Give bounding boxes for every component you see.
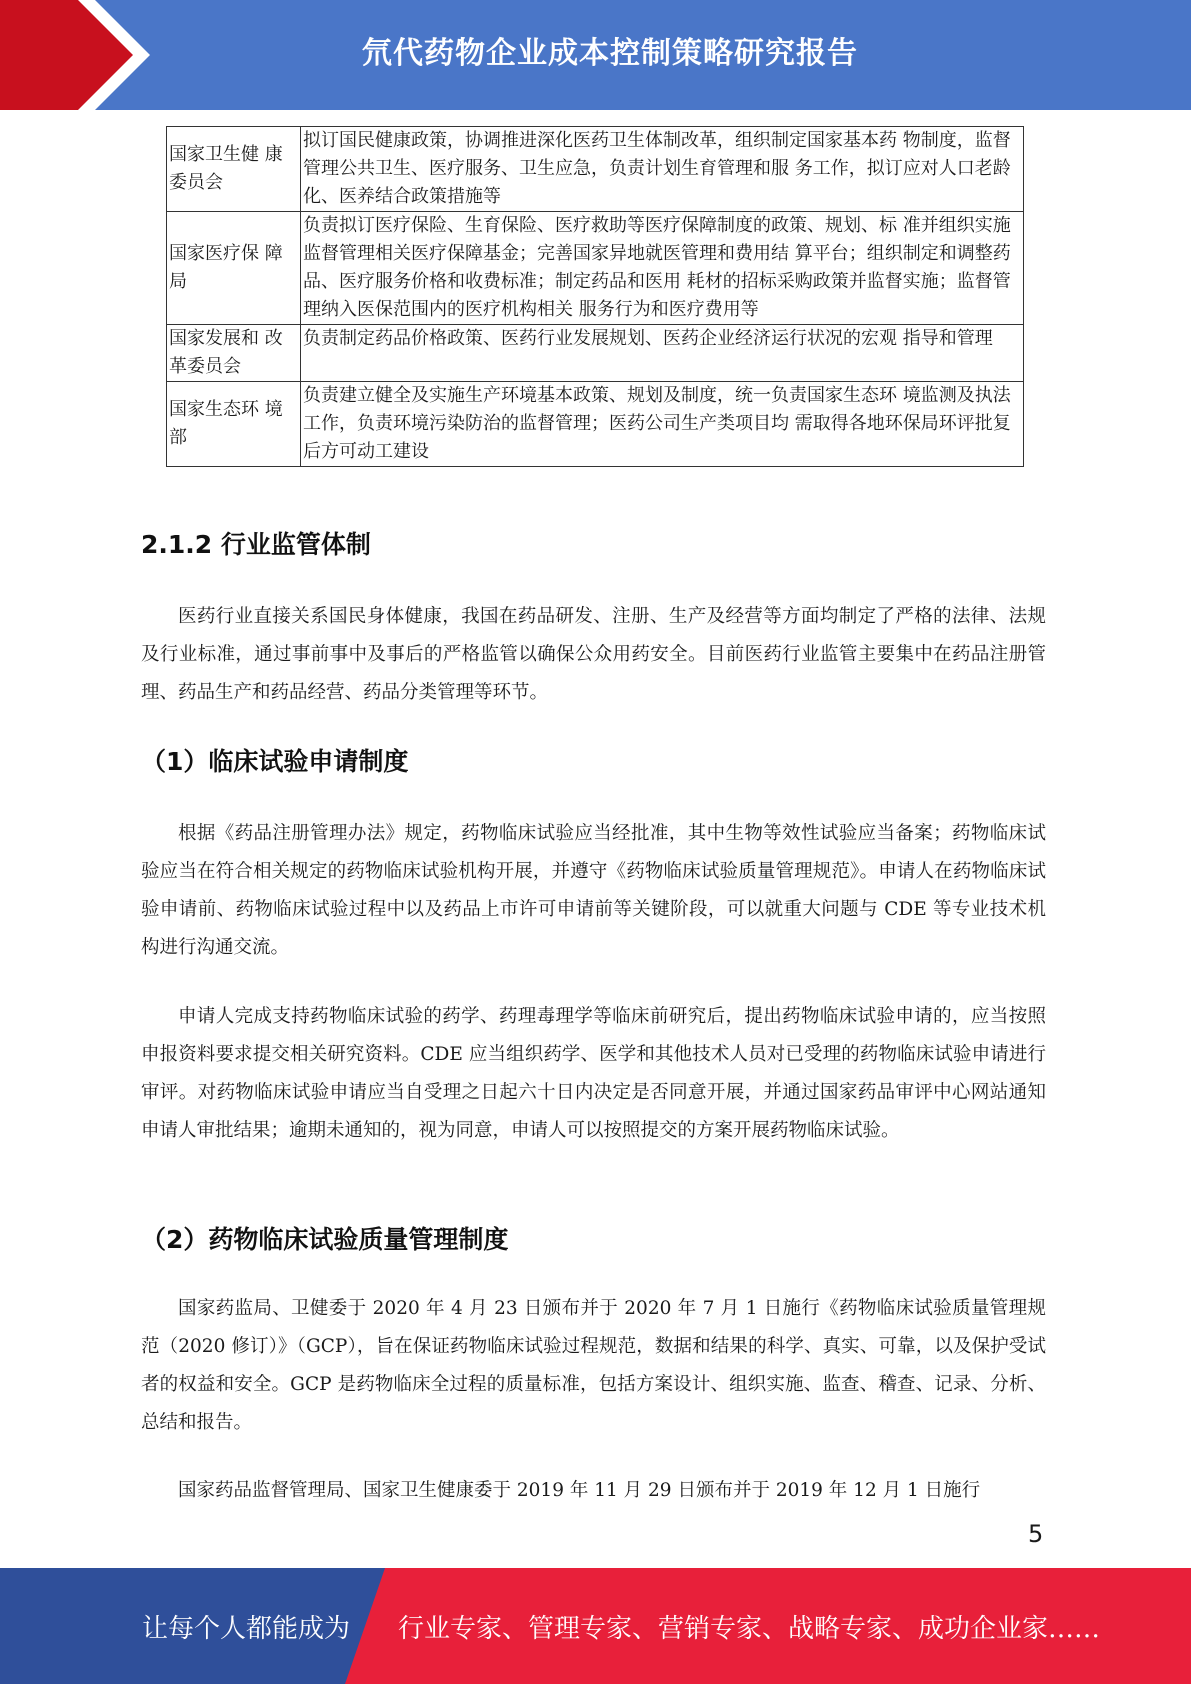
table-row <box>167 325 1024 382</box>
section-heading: 2.1.2 行业监管体制 <box>141 530 371 559</box>
paragraph: 国家药品监督管理局、国家卫生健康委于 2019 年 11 月 29 日颁布并于 2019 年 12 月 1 日施行 <box>178 1480 981 1501</box>
agency-duties: 负责建立健全及实施生产环境基本政策、规划及制度，统一负责国家生态环 境监测及执法工作，负责环境污染防治的监督管理；医药公司生产类项目均 需取得各地环保局环评批复后方可动工建设 <box>301 382 1024 467</box>
paragraph: 根据《药品注册管理办法》规定，药物临床试验应当经批准，其中生物等效性试验应当备案；药物临床试验应当在符合相关规定的药物临床试验机构开展，并遵守《药物临床试验质量管理规范》。申请人在药物临床试验申请前、药物临床试验过程中以及药品上市许可申请前等关键阶段，可以就重大问题与 CDE 等专业技术机构进行沟通交流。 <box>141 823 1046 958</box>
report-title: 氘代药物企业成本控制策略研究报告 <box>362 36 858 71</box>
subsection-heading-gcp: （2）药物临床试验质量管理制度 <box>141 1225 509 1254</box>
intro-paragraph: 医药行业直接关系国民身体健康，我国在药品研发、注册、生产及经营等方面均制定了严格的法律、法规及行业标准，通过事前事中及事后的严格监管以确保公众用药安全。目前医药行业监管主要集中在药品注册管理、药品生产和药品经营、药品分类管理等环节。 <box>141 606 1046 703</box>
table-row <box>167 212 1024 325</box>
agency-name: 国家生态环 境部 <box>167 382 301 467</box>
agency-name: 国家医疗保 障局 <box>167 212 301 325</box>
agency-name: 国家发展和 改革委员会 <box>167 325 301 382</box>
page-footer <box>0 1568 1191 1684</box>
agency-duties: 负责制定药品价格政策、医药行业发展规划、医药企业经济运行状况的宏观 指导和管理 <box>301 325 1024 382</box>
agency-duties: 拟订国民健康政策，协调推进深化医药卫生体制改革，组织制定国家基本药 物制度，监督管理公共卫生、医疗服务、卫生应急，负责计划生育管理和服 务工作，拟订应对人口老龄化、医养结合政策措施等 <box>301 127 1024 212</box>
table-row <box>167 382 1024 467</box>
footer-slogan-left: 让每个人都能成为 <box>142 1614 351 1644</box>
page-header <box>0 0 1191 110</box>
paragraph: 申请人完成支持药物临床试验的药学、药理毒理学等临床前研究后，提出药物临床试验申请的，应当按照申报资料要求提交相关研究资料。CDE 应当组织药学、医学和其他技术人员对已受理的药物临床试验申请进行审评。对药物临床试验申请应当自受理之日起六十日内决定是否同意开展，并通过国家药品审评中心网站通知申请人审批结果；逾期未通知的，视为同意，申请人可以按照提交的方案开展药物临床试验。 <box>141 1006 1046 1141</box>
table-row <box>167 127 1024 212</box>
agency-duties: 负责拟订医疗保险、生育保险、医疗救助等医疗保障制度的政策、规划、标 准并组织实施监督管理相关医疗保障基金；完善国家异地就医管理和费用结 算平台；组织制定和调整药品、医疗服务价格和收费标准；制定药品和医用 耗材的招标采购政策并监督实施；监督管理纳入医保范围内的医疗机构相关 服务行为和医疗费用等 <box>301 212 1024 325</box>
page-number: 5 <box>1028 1520 1044 1548</box>
agency-table <box>166 126 1024 467</box>
agency-name: 国家卫生健 康委员会 <box>167 127 301 212</box>
subsection-heading-clinical-trial-application: （1）临床试验申请制度 <box>141 747 409 776</box>
footer-slogan-right: 行业专家、管理专家、营销专家、战略专家、成功企业家…… <box>398 1614 1101 1644</box>
paragraph: 国家药监局、卫健委于 2020 年 4 月 23 日颁布并于 2020 年 7 月 1 日施行《药物临床试验质量管理规范（2020 修订）》（GCP），旨在保证药物临床试验过程规范，数据和结果的科学、真实、可靠，以及保护受试者的权益和安全。GCP 是药物临床全过程的质量标准，包括方案设计、组织实施、监查、稽查、记录、分析、总结和报告。 <box>141 1298 1046 1433</box>
